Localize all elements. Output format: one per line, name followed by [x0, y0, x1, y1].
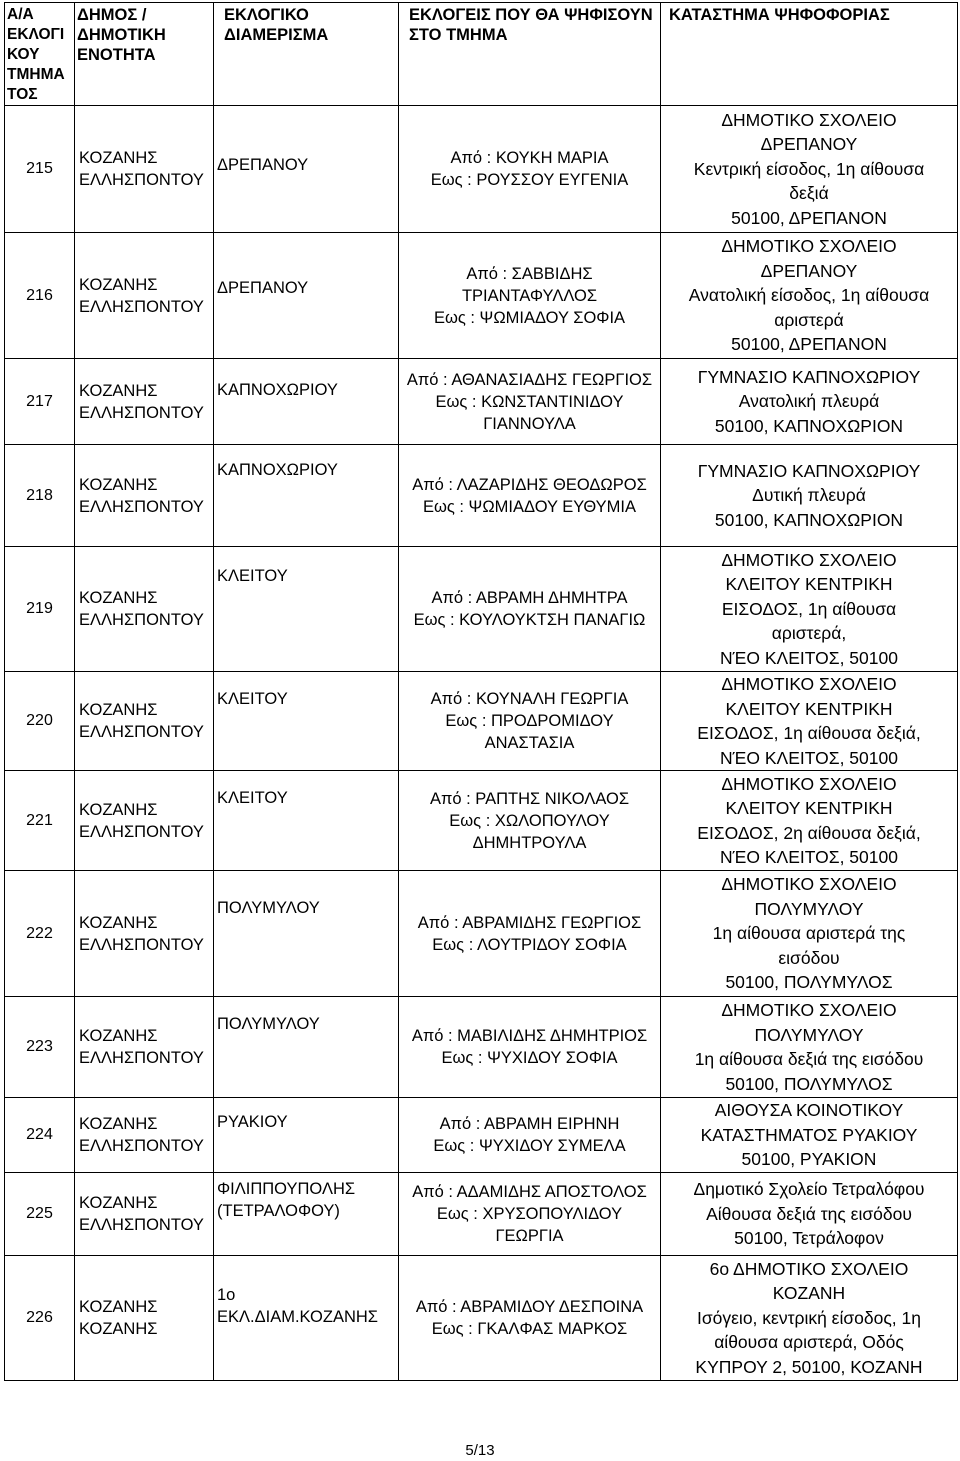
section-number: 220	[5, 672, 75, 771]
municipality-cell: ΚΟΖΑΝΗΣ ΕΛΛΗΣΠΟΝΤΟΥ	[75, 445, 214, 547]
table-row	[5, 997, 958, 1098]
polling-location-cell: ΔΗΜΟΤΙΚΟ ΣΧΟΛΕΙΟ ΠΟΛΥΜΥΛΟΥ 1η αίθουσα αριστερά της εισόδου 50100, ΠΟΛΥΜΥΛΟΣ	[661, 871, 958, 997]
district-cell: ΚΛΕΙΤΟΥ	[214, 771, 399, 871]
polling-stations-table	[4, 2, 958, 1381]
voters-range-cell: Από : ΑΒΡΑΜΗ ΕΙΡΗΝΗ Εως : ΨΥΧΙΔΟΥ ΣΥΜΕΛΑ	[399, 1098, 661, 1173]
table-row	[5, 1256, 958, 1381]
header-voters: ΕΚΛΟΓΕΙΣ ΠΟΥ ΘΑ ΨΗΦΙΣΟΥΝ ΣΤΟ ΤΜΗΜΑ	[399, 3, 661, 106]
voters-range-cell: Από : ΑΔΑΜΙΔΗΣ ΑΠΟΣΤΟΛΟΣ Εως : ΧΡΥΣΟΠΟΥΛΙΔΟΥ ΓΕΩΡΓΙΑ	[399, 1173, 661, 1256]
district-cell: 1ο ΕΚΛ.ΔΙΑΜ.ΚΟΖΑΝΗΣ	[214, 1256, 399, 1381]
voters-range-cell: Από : ΜΑΒΙΛΙΔΗΣ ΔΗΜΗΤΡΙΟΣ Εως : ΨΥΧΙΔΟΥ ΣΟΦΙΑ	[399, 997, 661, 1098]
municipality-cell: ΚΟΖΑΝΗΣ ΕΛΛΗΣΠΟΝΤΟΥ	[75, 547, 214, 672]
table-row	[5, 871, 958, 997]
polling-location-cell: ΔΗΜΟΤΙΚΟ ΣΧΟΛΕΙΟ ΚΛΕΙΤΟΥ ΚΕΝΤΡΙΚΗ ΕΙΣΟΔΟΣ, 1η αίθουσα δεξιά, ΝΈΟ ΚΛΕΙΤΟΣ, 50100	[661, 672, 958, 771]
header-district: ΕΚΛΟΓΙΚΟ ΔΙΑΜΕΡΙΣΜΑ	[214, 3, 399, 106]
section-number: 221	[5, 771, 75, 871]
polling-location-cell: 6ο ΔΗΜΟΤΙΚΟ ΣΧΟΛΕΙΟ ΚΟΖΑΝΗ Ισόγειο, κεντρική είσοδος, 1η αίθουσα αριστερά, Οδός ΚΥΠΡΟΥ 2, 50100, ΚΟΖΑΝΗ	[661, 1256, 958, 1381]
voters-range-cell: Από : ΣΑΒΒΙΔΗΣ ΤΡΙΑΝΤΑΦΥΛΛΟΣ Εως : ΨΩΜΙΑΔΟΥ ΣΟΦΙΑ	[399, 233, 661, 359]
district-cell: ΚΑΠΝΟΧΩΡΙΟΥ	[214, 359, 399, 445]
district-cell: ΦΙΛΙΠΠΟΥΠΟΛΗΣ (ΤΕΤΡΑΛΟΦΟΥ)	[214, 1173, 399, 1256]
polling-location-cell: ΓΥΜΝΑΣΙΟ ΚΑΠΝΟΧΩΡΙΟΥ Ανατολική πλευρά 50100, ΚΑΠΝΟΧΩΡΙΟΝ	[661, 359, 958, 445]
voters-range-cell: Από : ΑΒΡΑΜΙΔΟΥ ΔΕΣΠΟΙΝΑ Εως : ΓΚΑΛΦΑΣ ΜΑΡΚΟΣ	[399, 1256, 661, 1381]
municipality-cell: ΚΟΖΑΝΗΣ ΕΛΛΗΣΠΟΝΤΟΥ	[75, 233, 214, 359]
district-cell: ΔΡΕΠΑΝΟΥ	[214, 233, 399, 359]
section-number: 225	[5, 1173, 75, 1256]
municipality-cell: ΚΟΖΑΝΗΣ ΕΛΛΗΣΠΟΝΤΟΥ	[75, 771, 214, 871]
district-cell: ΚΛΕΙΤΟΥ	[214, 547, 399, 672]
municipality-cell: ΚΟΖΑΝΗΣ ΕΛΛΗΣΠΟΝΤΟΥ	[75, 997, 214, 1098]
header-municipality: ΔΗΜΟΣ / ΔΗΜΟΤΙΚΗ ΕΝΟΤΗΤΑ	[75, 3, 214, 106]
table-row	[5, 1173, 958, 1256]
table-row	[5, 445, 958, 547]
voters-range-cell: Από : ΑΘΑΝΑΣΙΑΔΗΣ ΓΕΩΡΓΙΟΣ Εως : ΚΩΝΣΤΑΝΤΙΝΙΔΟΥ ΓΙΑΝΝΟΥΛΑ	[399, 359, 661, 445]
voters-range-cell: Από : ΚΟΥΚΗ ΜΑΡΙΑ Εως : ΡΟΥΣΣΟΥ ΕΥΓΕΝΙΑ	[399, 106, 661, 233]
page-number: 5/13	[465, 1442, 495, 1459]
voters-range-cell: Από : ΚΟΥΝΑΛΗ ΓΕΩΡΓΙΑ Εως : ΠΡΟΔΡΟΜΙΔΟΥ ΑΝΑΣΤΑΣΙΑ	[399, 672, 661, 771]
polling-location-cell: ΔΗΜΟΤΙΚΟ ΣΧΟΛΕΙΟ ΠΟΛΥΜΥΛΟΥ 1η αίθουσα δεξιά της εισόδου 50100, ΠΟΛΥΜΥΛΟΣ	[661, 997, 958, 1098]
district-cell: ΠΟΛΥΜΥΛΟΥ	[214, 997, 399, 1098]
table-row	[5, 771, 958, 871]
polling-location-cell: ΔΗΜΟΤΙΚΟ ΣΧΟΛΕΙΟ ΔΡΕΠΑΝΟΥ Ανατολική είσοδος, 1η αίθουσα αριστερά 50100, ΔΡΕΠΑΝΟΝ	[661, 233, 958, 359]
section-number: 219	[5, 547, 75, 672]
polling-location-cell: Δημοτικό Σχολείο Τετραλόφου Αίθουσα δεξιά της εισόδου 50100, Τετράλοφον	[661, 1173, 958, 1256]
polling-location-cell: ΓΥΜΝΑΣΙΟ ΚΑΠΝΟΧΩΡΙΟΥ Δυτική πλευρά 50100, ΚΑΠΝΟΧΩΡΙΟΝ	[661, 445, 958, 547]
section-number: 216	[5, 233, 75, 359]
voters-range-cell: Από : ΛΑΖΑΡΙΔΗΣ ΘΕΟΔΩΡΟΣ Εως : ΨΩΜΙΑΔΟΥ ΕΥΘΥΜΙΑ	[399, 445, 661, 547]
district-cell: ΠΟΛΥΜΥΛΟΥ	[214, 871, 399, 997]
polling-location-cell: ΑΙΘΟΥΣΑ ΚΟΙΝΟΤΙΚΟΥ ΚΑΤΑΣΤΗΜΑΤΟΣ ΡΥΑΚΙΟΥ 50100, ΡΥΑΚΙΟΝ	[661, 1098, 958, 1173]
table-row	[5, 547, 958, 672]
district-cell: ΡΥΑΚΙΟΥ	[214, 1098, 399, 1173]
section-number: 224	[5, 1098, 75, 1173]
table-row	[5, 233, 958, 359]
table-row	[5, 672, 958, 771]
section-number: 215	[5, 106, 75, 233]
section-number: 223	[5, 997, 75, 1098]
municipality-cell: ΚΟΖΑΝΗΣ ΕΛΛΗΣΠΟΝΤΟΥ	[75, 672, 214, 771]
municipality-cell: ΚΟΖΑΝΗΣ ΕΛΛΗΣΠΟΝΤΟΥ	[75, 871, 214, 997]
district-cell: ΔΡΕΠΑΝΟΥ	[214, 106, 399, 233]
table-row	[5, 106, 958, 233]
section-number: 217	[5, 359, 75, 445]
voters-range-cell: Από : ΡΑΠΤΗΣ ΝΙΚΟΛΑΟΣ Εως : ΧΩΛΟΠΟΥΛΟΥ ΔΗΜΗΤΡΟΥΛΑ	[399, 771, 661, 871]
polling-location-cell: ΔΗΜΟΤΙΚΟ ΣΧΟΛΕΙΟ ΚΛΕΙΤΟΥ ΚΕΝΤΡΙΚΗ ΕΙΣΟΔΟΣ, 1η αίθουσα αριστερά, ΝΈΟ ΚΛΕΙΤΟΣ, 50100	[661, 547, 958, 672]
polling-location-cell: ΔΗΜΟΤΙΚΟ ΣΧΟΛΕΙΟ ΚΛΕΙΤΟΥ ΚΕΝΤΡΙΚΗ ΕΙΣΟΔΟΣ, 2η αίθουσα δεξιά, ΝΈΟ ΚΛΕΙΤΟΣ, 50100	[661, 771, 958, 871]
municipality-cell: ΚΟΖΑΝΗΣ ΕΛΛΗΣΠΟΝΤΟΥ	[75, 106, 214, 233]
header-polling-station: ΚΑΤΑΣΤΗΜΑ ΨΗΦΟΦΟΡΙΑΣ	[661, 3, 958, 106]
table-row	[5, 1098, 958, 1173]
polling-location-cell: ΔΗΜΟΤΙΚΟ ΣΧΟΛΕΙΟ ΔΡΕΠΑΝΟΥ Κεντρική είσοδος, 1η αίθουσα δεξιά 50100, ΔΡΕΠΑΝΟΝ	[661, 106, 958, 233]
municipality-cell: ΚΟΖΑΝΗΣ ΕΛΛΗΣΠΟΝΤΟΥ	[75, 1098, 214, 1173]
district-cell: ΚΛΕΙΤΟΥ	[214, 672, 399, 771]
section-number: 226	[5, 1256, 75, 1381]
section-number: 222	[5, 871, 75, 997]
section-number: 218	[5, 445, 75, 547]
header-row	[5, 3, 958, 106]
municipality-cell: ΚΟΖΑΝΗΣ ΕΛΛΗΣΠΟΝΤΟΥ	[75, 359, 214, 445]
header-section-number: Α/Α ΕΚΛΟΓΙ ΚΟΥ ΤΜΗΜΑ ΤΟΣ	[5, 3, 75, 106]
voters-range-cell: Από : ΑΒΡΑΜΙΔΗΣ ΓΕΩΡΓΙΟΣ Εως : ΛΟΥΤΡΙΔΟΥ ΣΟΦΙΑ	[399, 871, 661, 997]
table-row	[5, 359, 958, 445]
voters-range-cell: Από : ΑΒΡΑΜΗ ΔΗΜΗΤΡΑ Εως : ΚΟΥΛΟΥΚΤΣΗ ΠΑΝΑΓΙΩ	[399, 547, 661, 672]
municipality-cell: ΚΟΖΑΝΗΣ ΚΟΖΑΝΗΣ	[75, 1256, 214, 1381]
district-cell: ΚΑΠΝΟΧΩΡΙΟΥ	[214, 445, 399, 547]
municipality-cell: ΚΟΖΑΝΗΣ ΕΛΛΗΣΠΟΝΤΟΥ	[75, 1173, 214, 1256]
